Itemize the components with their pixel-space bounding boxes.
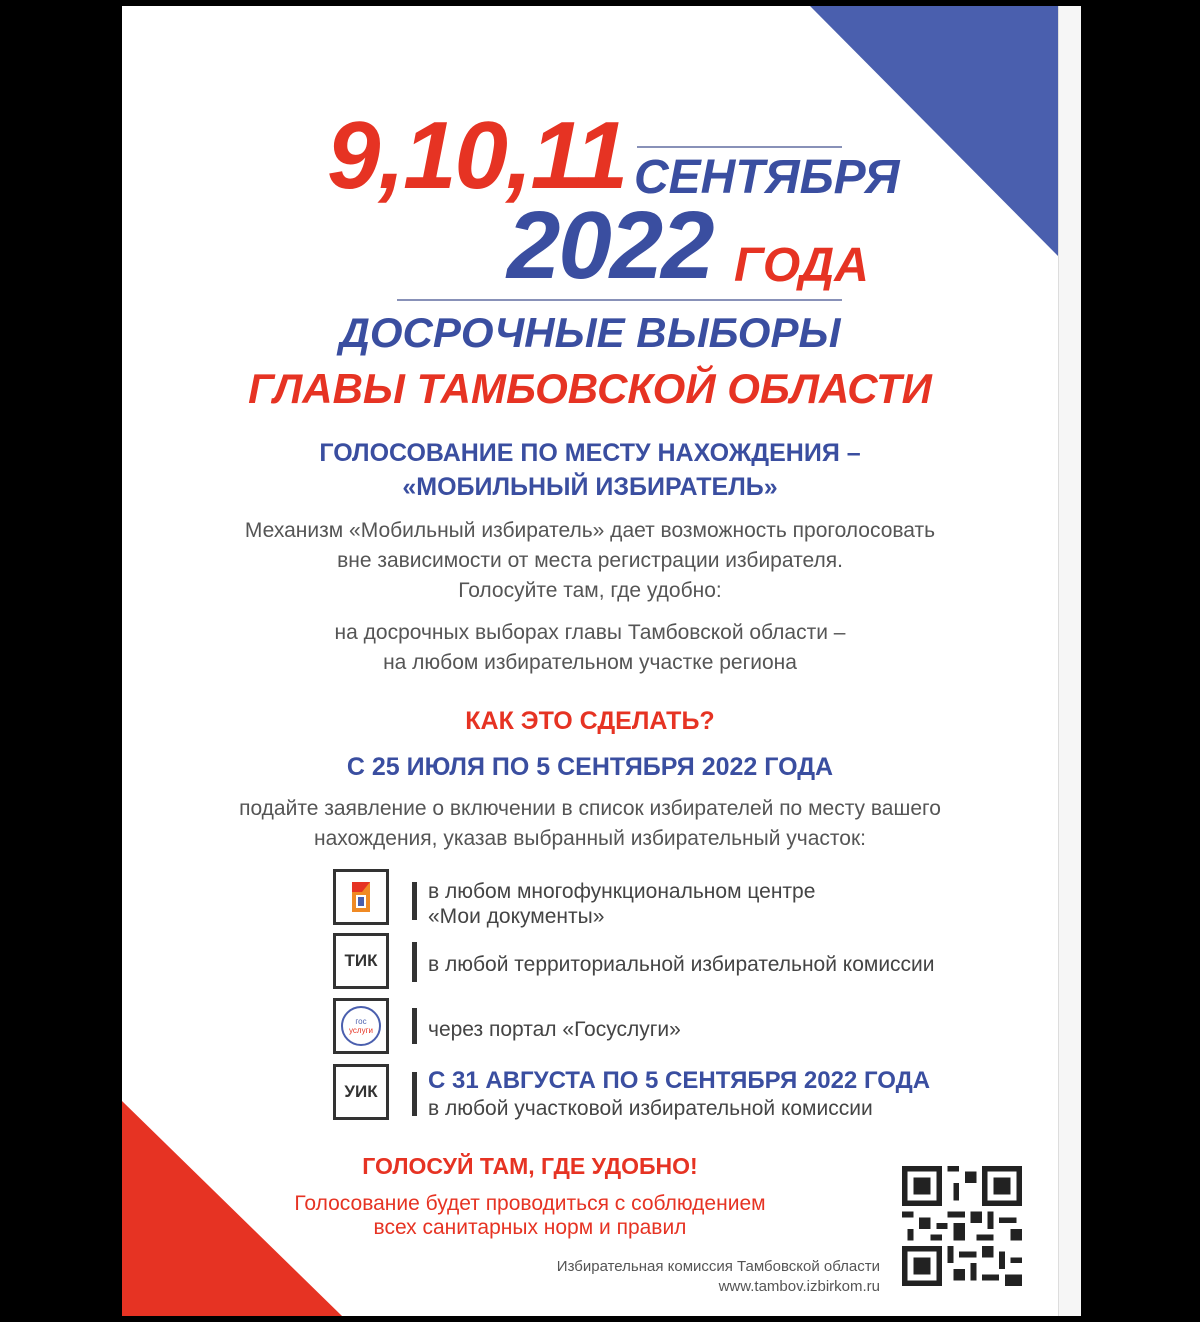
tik-box <box>333 933 389 989</box>
mobile-text-4: на досрочных выборах главы Тамбовской области – <box>334 621 846 644</box>
mobile-text-1: Механизм «Мобильный избиратель» дает возможность проголосовать <box>244 519 936 542</box>
mobile-heading-2: «МОБИЛЬНЫЙ ИЗБИРАТЕЛЬ» <box>402 473 778 501</box>
note-line-1: Голосование будет проводиться с соблюдением <box>294 1192 766 1215</box>
option-3-line-1: через портал «Госуслуги» <box>428 1018 681 1041</box>
option-3-bar <box>412 1008 417 1044</box>
election-year: 2022 <box>507 192 713 299</box>
slogan: ГОЛОСУЙ ТАМ, ГДЕ УДОБНО! <box>362 1153 698 1179</box>
organization-site: www.tambov.izbirkom.ru <box>718 1278 880 1295</box>
poster-sheet <box>122 6 1058 1316</box>
election-days: 9,10,11 <box>327 102 627 209</box>
uik-label: УИК <box>344 1082 378 1101</box>
option-1-bar <box>412 882 417 920</box>
mobile-heading-1: ГОЛОСОВАНИЕ ПО МЕСТУ НАХОЖДЕНИЯ – <box>319 439 861 467</box>
header-rule-bottom <box>397 299 842 301</box>
header-rule-top <box>637 146 842 148</box>
uik-box <box>333 1064 389 1120</box>
organization-name: Избирательная комиссия Тамбовской области <box>556 1258 880 1275</box>
note-line-2: всех санитарных норм и правил <box>373 1216 687 1239</box>
gosuslugi-icon <box>341 1006 381 1046</box>
qr-code[interactable] <box>902 1166 1022 1286</box>
option-4-line-1: С 31 АВГУСТА ПО 5 СЕНТЯБРЯ 2022 ГОДА <box>428 1067 931 1094</box>
how-instruction-2: нахождения, указав выбранный избирательный участок: <box>313 827 866 850</box>
scan-page-edge <box>1058 6 1081 1316</box>
mobile-text-2: вне зависимости от места регистрации избирателя. <box>337 549 843 572</box>
title-line-2: ГЛАВЫ ТАМБОВСКОЙ ОБЛАСТИ <box>248 365 932 412</box>
gosuslugi-box <box>333 998 389 1054</box>
option-1-line-2: «Мои документы» <box>428 905 605 928</box>
title-line-1: ДОСРОЧНЫЕ ВЫБОРЫ <box>339 309 841 356</box>
election-month: СЕНТЯБРЯ <box>634 151 900 204</box>
mobile-text-3: Голосуйте там, где удобно: <box>458 579 722 602</box>
mfc-icon <box>344 880 378 914</box>
how-period: С 25 ИЮЛЯ ПО 5 СЕНТЯБРЯ 2022 ГОДА <box>346 753 834 781</box>
option-2-bar <box>412 942 417 982</box>
blue-triangle-decoration <box>810 6 1058 256</box>
how-instruction-1: подайте заявление о включении в список избирателей по месту вашего <box>239 797 941 820</box>
gosuslugi-text-2: услуги <box>349 1026 373 1035</box>
mfc-logo-box <box>333 869 389 925</box>
tik-label: ТИК <box>344 951 378 970</box>
mobile-text-5: на любом избирательном участке региона <box>383 651 797 674</box>
election-year-suffix: ГОДА <box>734 239 869 292</box>
option-1-line-1: в любом многофункциональном центре <box>428 880 816 903</box>
gosuslugi-text-1: гос <box>355 1017 367 1026</box>
option-4-bar <box>412 1072 417 1116</box>
how-question: КАК ЭТО СДЕЛАТЬ? <box>465 707 715 735</box>
option-4-line-2: в любой участковой избирательной комиссии <box>428 1097 873 1120</box>
option-2-line-1: в любой территориальной избирательной комиссии <box>428 953 935 976</box>
